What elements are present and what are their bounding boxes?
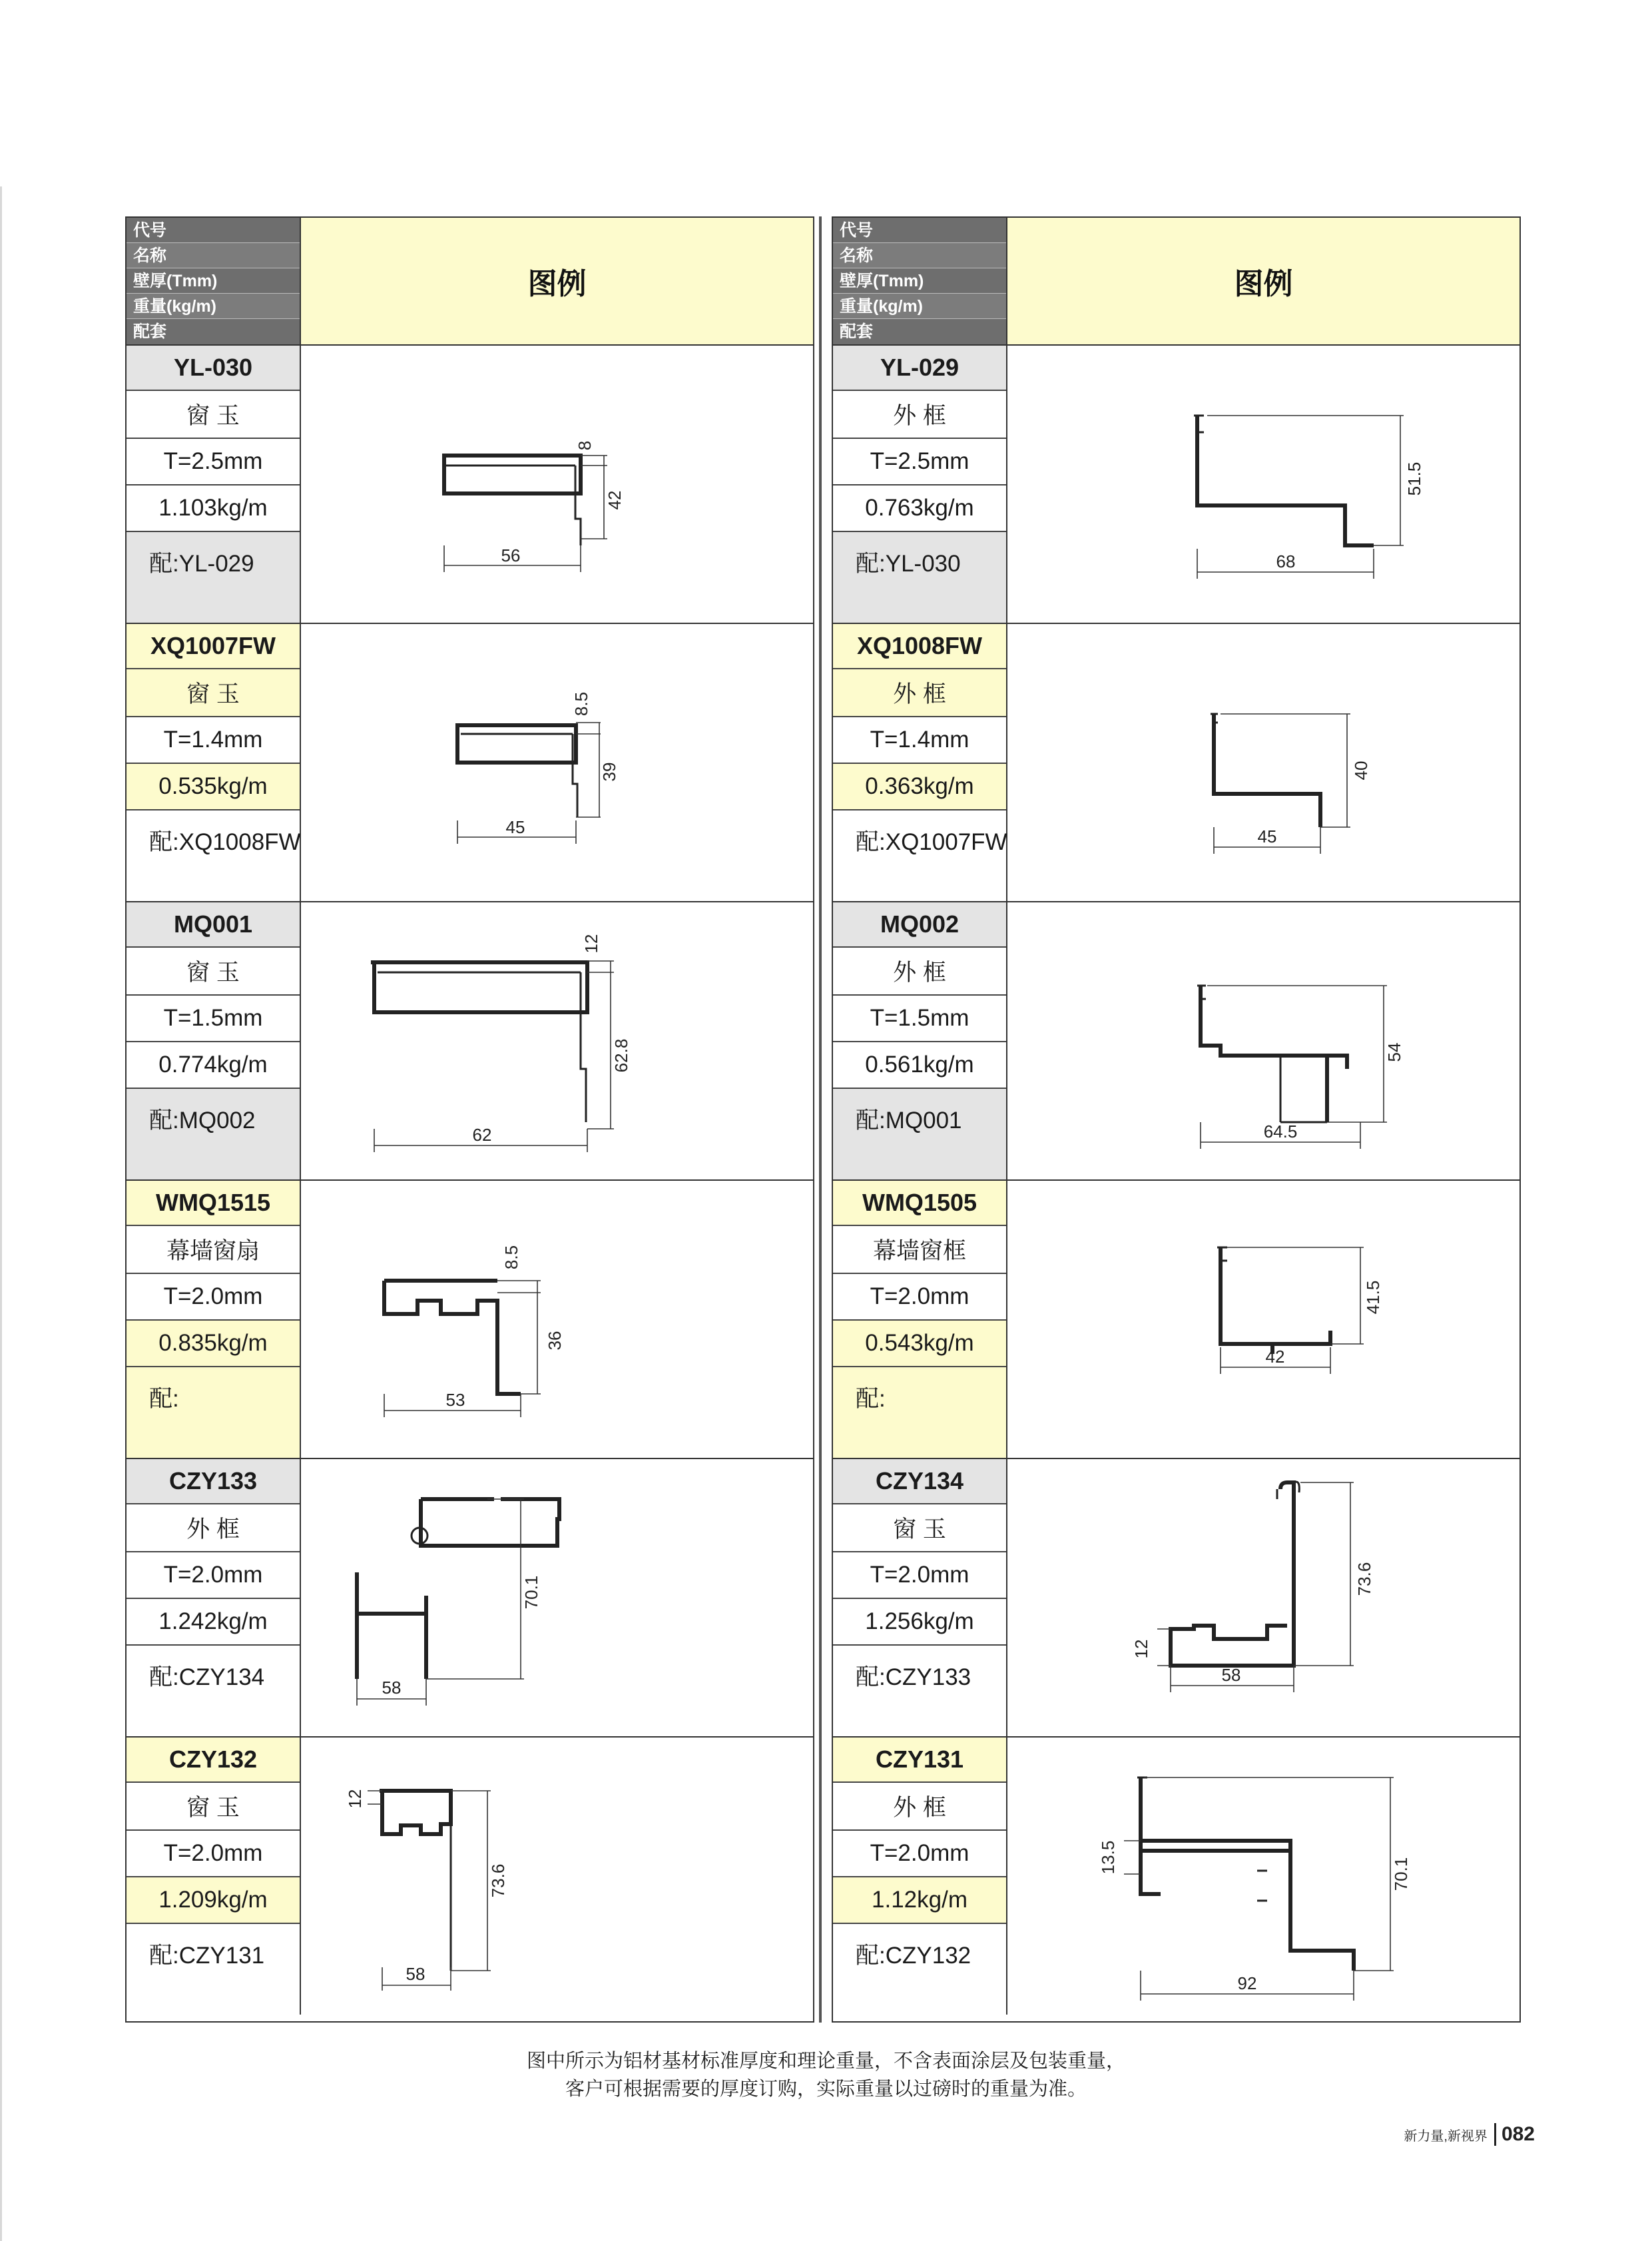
profile-row [833, 1459, 1519, 1738]
profile-name: 外 框 [833, 669, 1006, 717]
header-label-thickness: 壁厚(Tmm) [127, 268, 300, 294]
header-label-ref: 配套 [127, 319, 300, 344]
header-labels [833, 218, 1007, 344]
profile-drawing [1007, 346, 1519, 623]
dimension-label: 54 [1384, 1042, 1404, 1062]
profile-row [833, 1738, 1519, 2016]
profile-drawing [301, 902, 813, 1179]
profile-info [833, 1738, 1007, 2015]
dimension-label: 8.5 [571, 691, 591, 717]
dimension-label: 39 [599, 762, 619, 782]
profile-code: XQ1007FW [127, 624, 300, 669]
dimension-label: 73.6 [488, 1863, 508, 1898]
profile-section-svg [1007, 1181, 1519, 1458]
table-header [127, 218, 813, 346]
page-edge [0, 186, 2, 2241]
unit-weight: 0.835kg/m [127, 1321, 300, 1367]
matching-profile: 配:CZY132 [833, 1924, 1006, 2015]
matching-profile: 配:MQ001 [833, 1089, 1006, 1179]
dimension-label: 70.1 [521, 1575, 541, 1610]
profile-section-svg [301, 902, 813, 1179]
wall-thickness: T=2.0mm [127, 1552, 300, 1599]
profile-code: WMQ1505 [833, 1181, 1006, 1226]
dimension-label: 62.8 [611, 1038, 631, 1073]
profile-row [127, 346, 813, 624]
dimension-label: 53 [445, 1390, 465, 1410]
profile-row [833, 346, 1519, 624]
profile-drawing [1007, 1181, 1519, 1458]
profile-section-svg [301, 346, 813, 623]
footer-divider [1494, 2123, 1496, 2146]
profile-name: 外 框 [833, 948, 1006, 996]
wall-thickness: T=2.0mm [127, 1831, 300, 1877]
profile-code: WMQ1515 [127, 1181, 300, 1226]
dimension-label: 45 [1257, 826, 1277, 846]
header-label-thickness: 壁厚(Tmm) [833, 268, 1006, 294]
unit-weight: 1.12kg/m [833, 1877, 1006, 1924]
note-line-2: 客户可根据需要的厚度订购，实际重量以过磅时的重量为准。 [565, 2079, 1087, 2100]
profile-section-svg [1007, 902, 1519, 1179]
unit-weight: 1.103kg/m [127, 485, 300, 532]
profile-row [127, 1181, 813, 1459]
header-label-name: 名称 [833, 243, 1006, 268]
profile-name: 窗 玉 [127, 1783, 300, 1831]
page-footer [1404, 2123, 1535, 2146]
dimension-label: 58 [406, 1964, 425, 1984]
profile-info [127, 346, 301, 623]
dimension-label: 58 [1221, 1665, 1241, 1685]
dimension-label: 41.5 [1363, 1280, 1383, 1315]
unit-weight: 0.535kg/m [127, 764, 300, 810]
unit-weight: 0.363kg/m [833, 764, 1006, 810]
profile-info [833, 1181, 1007, 1458]
wall-thickness: T=2.0mm [127, 1274, 300, 1321]
profile-drawing [301, 346, 813, 623]
matching-profile: 配:XQ1008FW [127, 810, 300, 901]
profile-section-svg [1007, 1738, 1519, 2015]
matching-profile: 配:CZY133 [833, 1646, 1006, 1736]
profile-row [127, 1459, 813, 1738]
dimension-label: 42 [605, 490, 625, 510]
unit-weight: 0.763kg/m [833, 485, 1006, 532]
profile-code: CZY133 [127, 1459, 300, 1504]
profile-name: 外 框 [127, 1504, 300, 1552]
header-label-ref: 配套 [833, 319, 1006, 344]
wall-thickness: T=1.5mm [833, 996, 1006, 1042]
dimension-label: 58 [382, 1678, 402, 1698]
header-label-code: 代号 [127, 218, 300, 243]
matching-profile: 配:MQ002 [127, 1089, 300, 1179]
dimension-label: 36 [545, 1331, 565, 1351]
wall-thickness: T=1.4mm [833, 717, 1006, 764]
profile-name: 窗 玉 [127, 669, 300, 717]
profile-section-svg [301, 1738, 813, 2015]
dimension-label: 73.6 [1354, 1562, 1374, 1596]
profile-info [833, 1459, 1007, 1736]
dimension-label: 70.1 [1391, 1857, 1411, 1891]
matching-profile: 配:YL-029 [127, 532, 300, 623]
wall-thickness: T=1.5mm [127, 996, 300, 1042]
profile-name: 幕墙窗扇 [127, 1226, 300, 1274]
dimension-label: 64.5 [1263, 1121, 1298, 1141]
profile-row [127, 1738, 813, 2016]
profile-section-svg [301, 1181, 813, 1458]
profile-section-svg [301, 624, 813, 901]
header-labels [127, 218, 301, 344]
header-label-code: 代号 [833, 218, 1006, 243]
wall-thickness: T=2.0mm [833, 1552, 1006, 1599]
profile-code: XQ1008FW [833, 624, 1006, 669]
matching-profile: 配: [127, 1367, 300, 1458]
header-label-weight: 重量(kg/m) [127, 294, 300, 319]
profile-name: 窗 玉 [127, 391, 300, 439]
dimension-label: 68 [1276, 551, 1296, 571]
dimension-label: 56 [501, 545, 521, 565]
profile-drawing [301, 1181, 813, 1458]
note-line-1: 图中所示为铝材基材标准厚度和理论重量，不含表面涂层及包装重量， [526, 2051, 1125, 2072]
dimension-label: 8 [575, 440, 595, 451]
wall-thickness: T=2.0mm [833, 1831, 1006, 1877]
profile-info [127, 1738, 301, 2015]
profile-row [833, 624, 1519, 902]
dimension-label: 13.5 [1098, 1840, 1118, 1875]
matching-profile: 配:CZY131 [127, 1924, 300, 2015]
profile-code: MQ002 [833, 902, 1006, 948]
profile-drawing [301, 1459, 813, 1736]
profile-drawing [301, 624, 813, 901]
matching-profile: 配:YL-030 [833, 532, 1006, 623]
dimension-label: 45 [505, 817, 525, 837]
dimension-label: 40 [1351, 761, 1371, 781]
profile-name: 窗 玉 [127, 948, 300, 996]
table-header [833, 218, 1519, 346]
profile-info [833, 346, 1007, 623]
profile-row [833, 1181, 1519, 1459]
profile-info [833, 902, 1007, 1179]
profile-drawing [1007, 1738, 1519, 2015]
unit-weight: 0.774kg/m [127, 1042, 300, 1089]
dimension-label: 92 [1237, 1973, 1257, 1993]
header-label-name: 名称 [127, 243, 300, 268]
profile-drawing [301, 1738, 813, 2015]
header-title: 图例 [301, 218, 813, 344]
profile-info [127, 902, 301, 1179]
matching-profile: 配:XQ1007FW [833, 810, 1006, 901]
left-spec-table [125, 216, 814, 2023]
header-title: 图例 [1007, 218, 1519, 344]
wall-thickness: T=2.5mm [127, 439, 300, 485]
profile-info [127, 1459, 301, 1736]
profile-drawing [1007, 624, 1519, 901]
wall-thickness: T=2.5mm [833, 439, 1006, 485]
wall-thickness: T=2.0mm [833, 1274, 1006, 1321]
dimension-label: 12 [581, 934, 601, 954]
dimension-label: 42 [1265, 1347, 1285, 1367]
profile-row [127, 902, 813, 1181]
dimension-label: 12 [1131, 1639, 1151, 1659]
unit-weight: 0.561kg/m [833, 1042, 1006, 1089]
profile-code: YL-029 [833, 346, 1006, 391]
profile-name: 窗 玉 [833, 1504, 1006, 1552]
right-spec-table [832, 216, 1521, 2023]
profile-code: YL-030 [127, 346, 300, 391]
profile-name: 外 框 [833, 1783, 1006, 1831]
dimension-label: 62 [472, 1125, 492, 1145]
footer-slogan: 新力量,新视界 [1404, 2128, 1488, 2144]
header-label-weight: 重量(kg/m) [833, 294, 1006, 319]
unit-weight: 1.242kg/m [127, 1599, 300, 1646]
profile-info [127, 624, 301, 901]
profile-row [127, 624, 813, 902]
wall-thickness: T=1.4mm [127, 717, 300, 764]
dimension-label: 12 [345, 1789, 365, 1809]
profile-section-svg [1007, 1459, 1519, 1736]
profile-drawing [1007, 902, 1519, 1179]
profile-name: 外 框 [833, 391, 1006, 439]
unit-weight: 1.209kg/m [127, 1877, 300, 1924]
profile-info [833, 624, 1007, 901]
profile-section-svg [301, 1459, 813, 1736]
profile-code: MQ001 [127, 902, 300, 948]
dimension-label: 8.5 [501, 1245, 521, 1270]
profile-section-svg [1007, 624, 1519, 901]
unit-weight: 0.543kg/m [833, 1321, 1006, 1367]
profile-code: CZY132 [127, 1738, 300, 1783]
profile-info [127, 1181, 301, 1458]
profile-name: 幕墙窗框 [833, 1226, 1006, 1274]
table-divider [819, 216, 822, 2023]
profile-row [833, 902, 1519, 1181]
matching-profile: 配:CZY134 [127, 1646, 300, 1736]
profile-code: CZY131 [833, 1738, 1006, 1783]
profile-code: CZY134 [833, 1459, 1006, 1504]
profile-section-svg [1007, 346, 1519, 623]
dimension-label: 51.5 [1404, 462, 1424, 496]
matching-profile: 配: [833, 1367, 1006, 1458]
profile-drawing [1007, 1459, 1519, 1736]
unit-weight: 1.256kg/m [833, 1599, 1006, 1646]
page-number: 082 [1501, 2123, 1535, 2145]
